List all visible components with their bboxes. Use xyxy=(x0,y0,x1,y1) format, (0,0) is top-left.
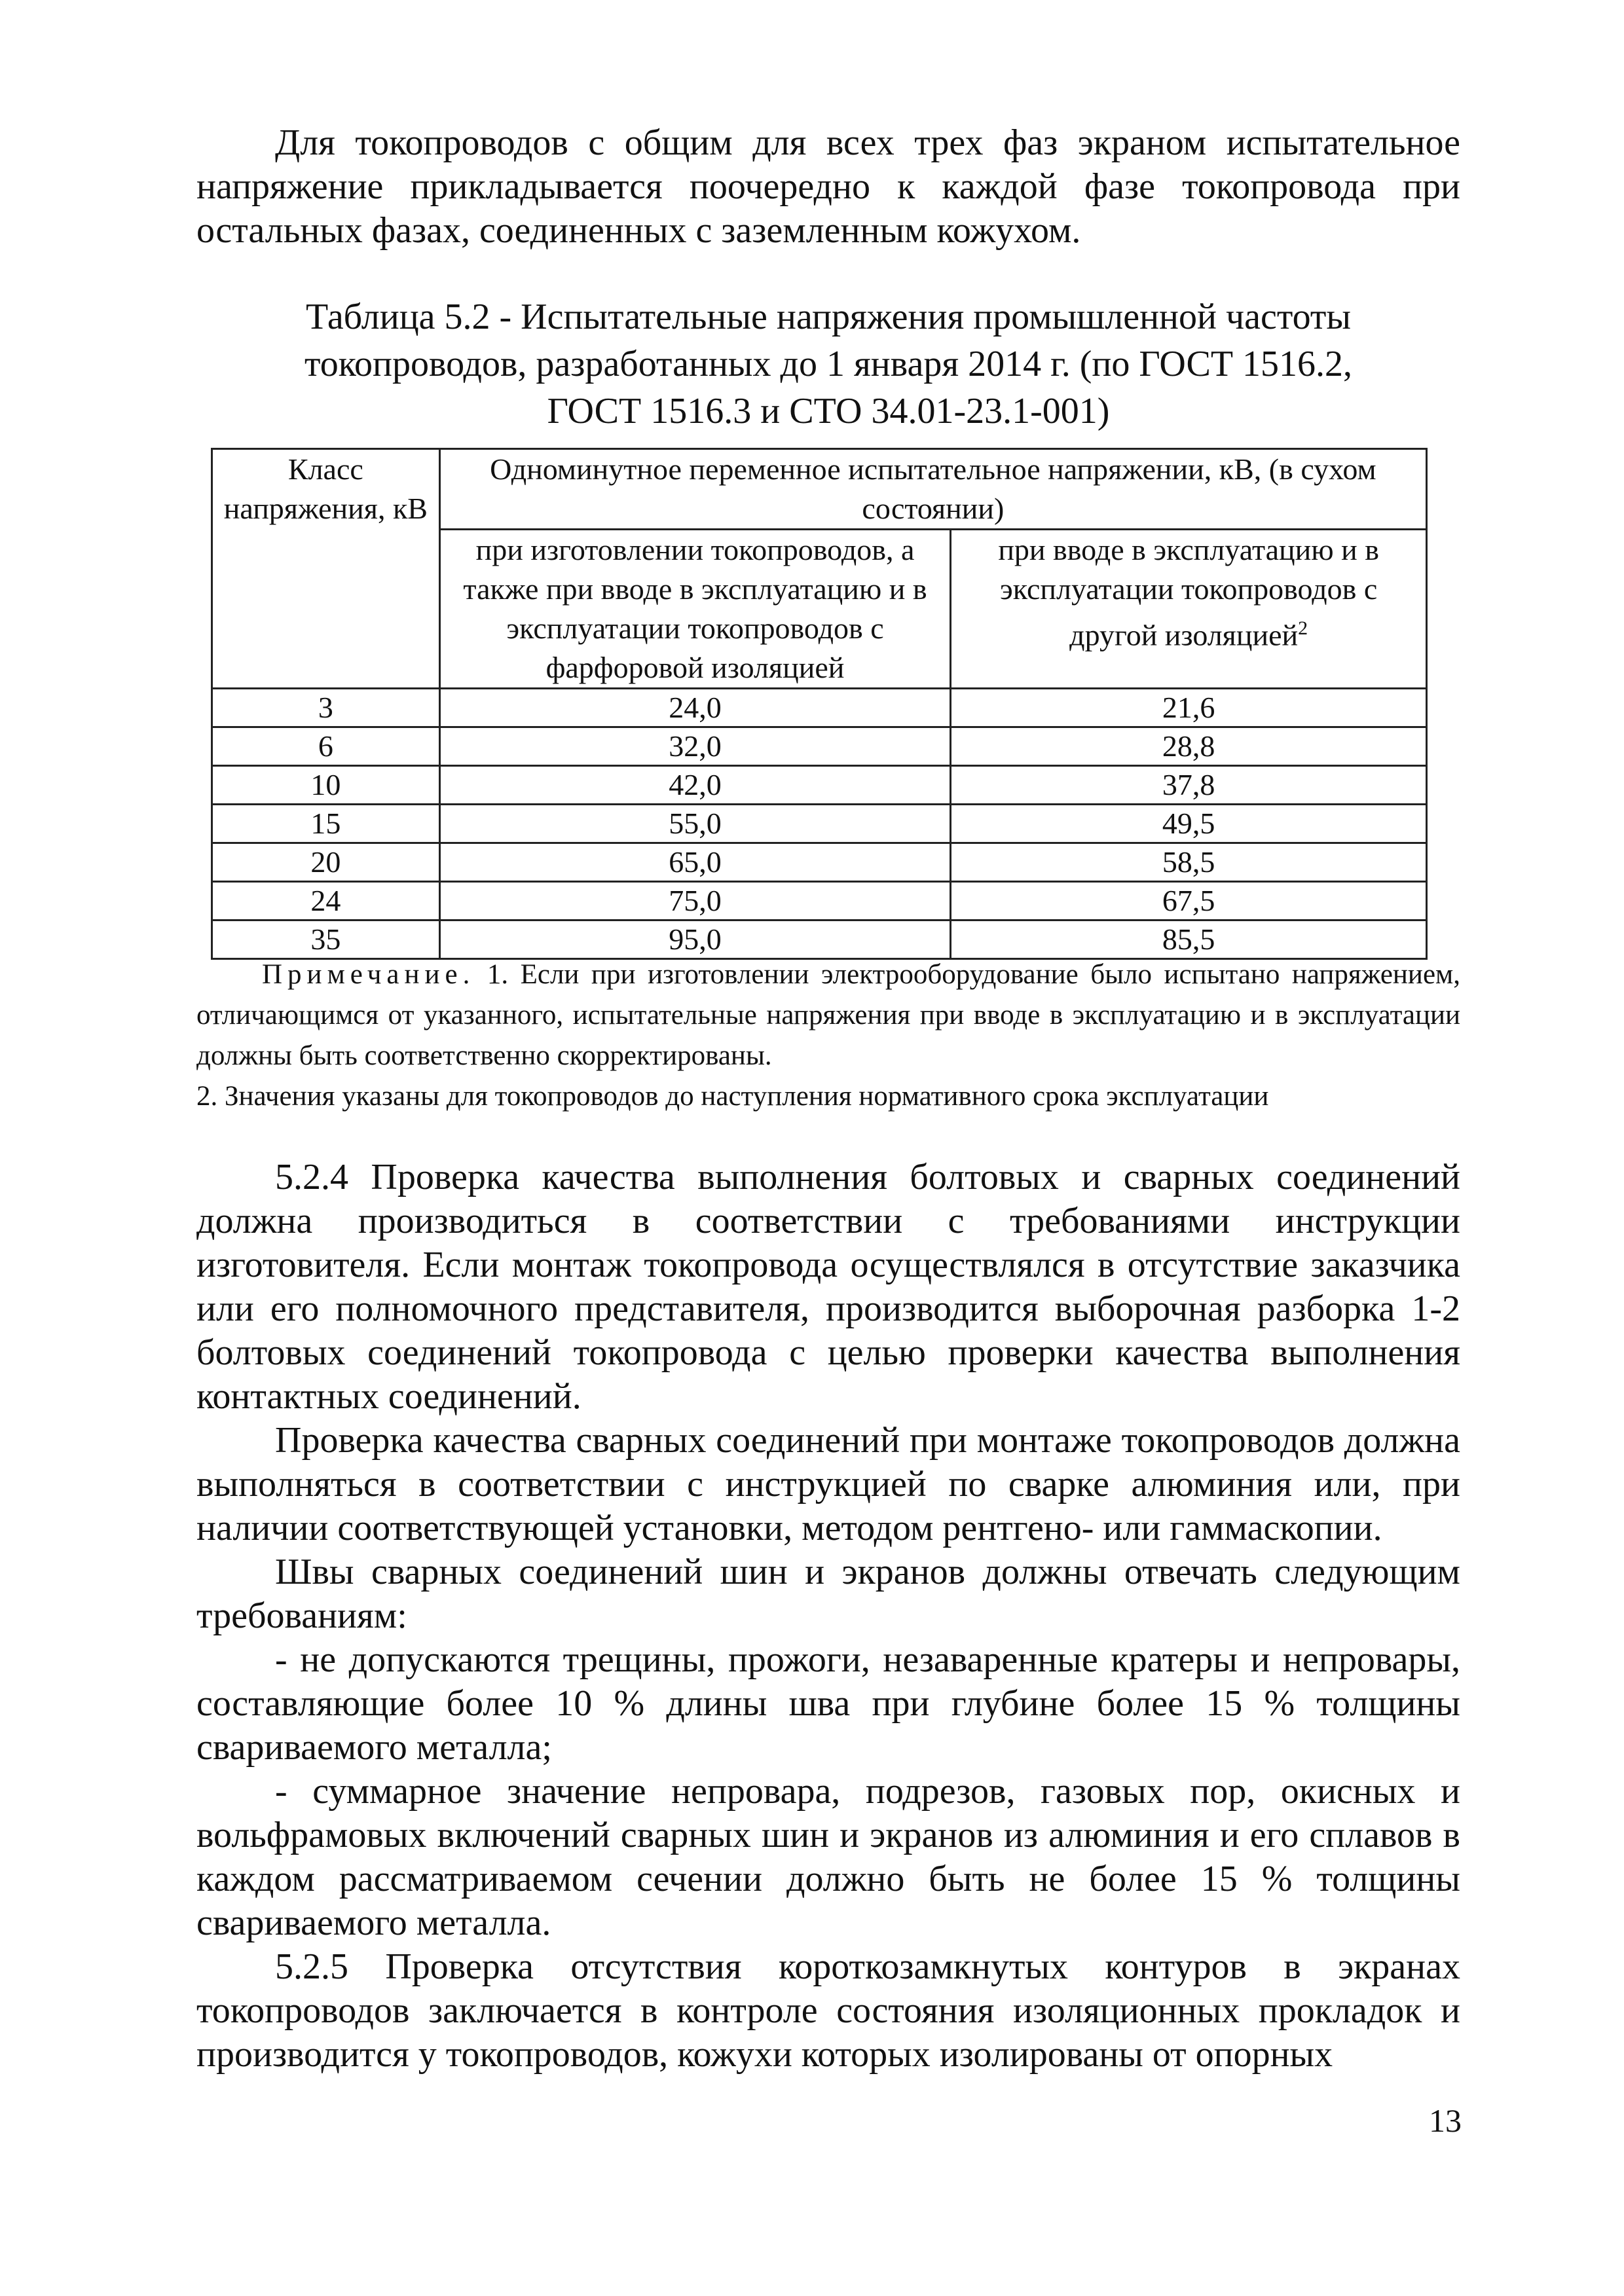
cell-class: 20 xyxy=(212,843,440,882)
cell-porcelain: 32,0 xyxy=(439,727,951,766)
table-notes xyxy=(196,955,1460,1117)
note-label: Примечание. xyxy=(262,959,475,990)
table-row xyxy=(212,766,1427,805)
section-5-2-4-paragraph: 5.2.4 Проверка качества выполнения болтовых и сварных соединений должна производиться в соответствии с требованиями инструкции изготовителя. Если монтаж токопровода осуществлялся в отсутствие заказчика или его полномочного представителя, производится выборочная разборка 1-2 болтовых соединений токопровода с целью проверки качества выполнения контактных соединений. xyxy=(196,1157,1460,1417)
header-test-voltage: Одноминутное переменное испытательное напряжении, кВ, (в сухом состоянии) xyxy=(439,449,1426,530)
header-other-insulation-text: при вводе в эксплуатацию и в эксплуатации токопроводов с другой изоляцией xyxy=(998,533,1379,652)
cell-porcelain: 95,0 xyxy=(439,920,951,959)
cell-porcelain: 65,0 xyxy=(439,843,951,882)
table-caption-line: ГОСТ 1516.3 и СТО 34.01-23.1-001) xyxy=(547,391,1110,431)
page-number: 13 xyxy=(1429,2102,1462,2139)
note-1-text: 1. Если при изготовлении электрооборудование было испытано напряжением, отличающимся от указанного, испытательные напряжения при вводе в эксплуатацию и в эксплуатации должны быть соответственно скорректированы. xyxy=(196,959,1460,1071)
cell-class: 24 xyxy=(212,882,440,920)
table-caption-line: Таблица 5.2 - Испытательные напряжения промышленной частоты xyxy=(306,297,1351,337)
header-other-insulation xyxy=(951,530,1427,689)
cell-other: 49,5 xyxy=(951,805,1427,843)
table-row xyxy=(212,727,1427,766)
cell-class: 15 xyxy=(212,805,440,843)
cell-other: 21,6 xyxy=(951,689,1427,727)
cell-other: 67,5 xyxy=(951,882,1427,920)
cell-other: 37,8 xyxy=(951,766,1427,805)
cell-other: 28,8 xyxy=(951,727,1427,766)
table-row xyxy=(212,843,1427,882)
header-voltage-class: Класс напряжения, кВ xyxy=(212,449,440,689)
voltage-table xyxy=(211,448,1428,960)
footnote-marker: 2 xyxy=(1298,617,1308,639)
table-caption-line: токопроводов, разработанных до 1 января 2014 г. (по ГОСТ 1516.2, xyxy=(304,344,1353,384)
table-row xyxy=(212,689,1427,727)
cell-class: 6 xyxy=(212,727,440,766)
cell-class: 35 xyxy=(212,920,440,959)
cell-porcelain: 55,0 xyxy=(439,805,951,843)
welding-check-paragraph: Проверка качества сварных соединений при монтаже токопроводов должна выполняться в соответствии с инструкцией по сварке алюминия или, при наличии соответствующей установки, методом рентгено- или гаммаскопии. xyxy=(196,1420,1460,1548)
table-row xyxy=(212,805,1427,843)
cell-other: 85,5 xyxy=(951,920,1427,959)
cell-porcelain: 24,0 xyxy=(439,689,951,727)
section-5-2-5-paragraph: 5.2.5 Проверка отсутствия короткозамкнутых контуров в экранах токопроводов заключается в контроле состояния изоляционных прокладок и производится у токопроводов, кожухи которых изолированы от опорных xyxy=(196,1946,1460,2075)
table-row xyxy=(212,882,1427,920)
cell-class: 3 xyxy=(212,689,440,727)
table-row xyxy=(212,920,1427,959)
header-porcelain-insulation: при изготовлении токопроводов, а также при вводе в эксплуатацию и в эксплуатации токопроводов с фарфоровой изоляцией xyxy=(439,530,951,689)
cell-porcelain: 42,0 xyxy=(439,766,951,805)
requirement-item-1: - не допускаются трещины, прожоги, незаваренные кратеры и непровары, составляющие более 10 % длины шва при глубине более 15 % толщины свариваемого металла; xyxy=(196,1639,1460,1768)
intro-paragraph: Для токопроводов с общим для всех трех фаз экраном испытательное напряжение прикладывается поочередно к каждой фазе токопровода при остальных фазах, соединенных с заземленным кожухом. xyxy=(196,122,1460,251)
table-caption xyxy=(196,293,1460,435)
requirement-item-2: - суммарное значение непровара, подрезов, газовых пор, окисных и вольфрамовых включений сварных шин и экранов из алюминия и его сплавов в каждом рассматриваемом сечении должно быть не более 15 % толщины свариваемого металла. xyxy=(196,1771,1460,1943)
note-1 xyxy=(196,955,1460,1076)
weld-requirements-paragraph: Швы сварных соединений шин и экранов должны отвечать следующим требованиям: xyxy=(196,1552,1460,1636)
cell-porcelain: 75,0 xyxy=(439,882,951,920)
cell-other: 58,5 xyxy=(951,843,1427,882)
note-2: 2. Значения указаны для токопроводов до наступления нормативного срока эксплуатации xyxy=(196,1081,1269,1112)
cell-class: 10 xyxy=(212,766,440,805)
